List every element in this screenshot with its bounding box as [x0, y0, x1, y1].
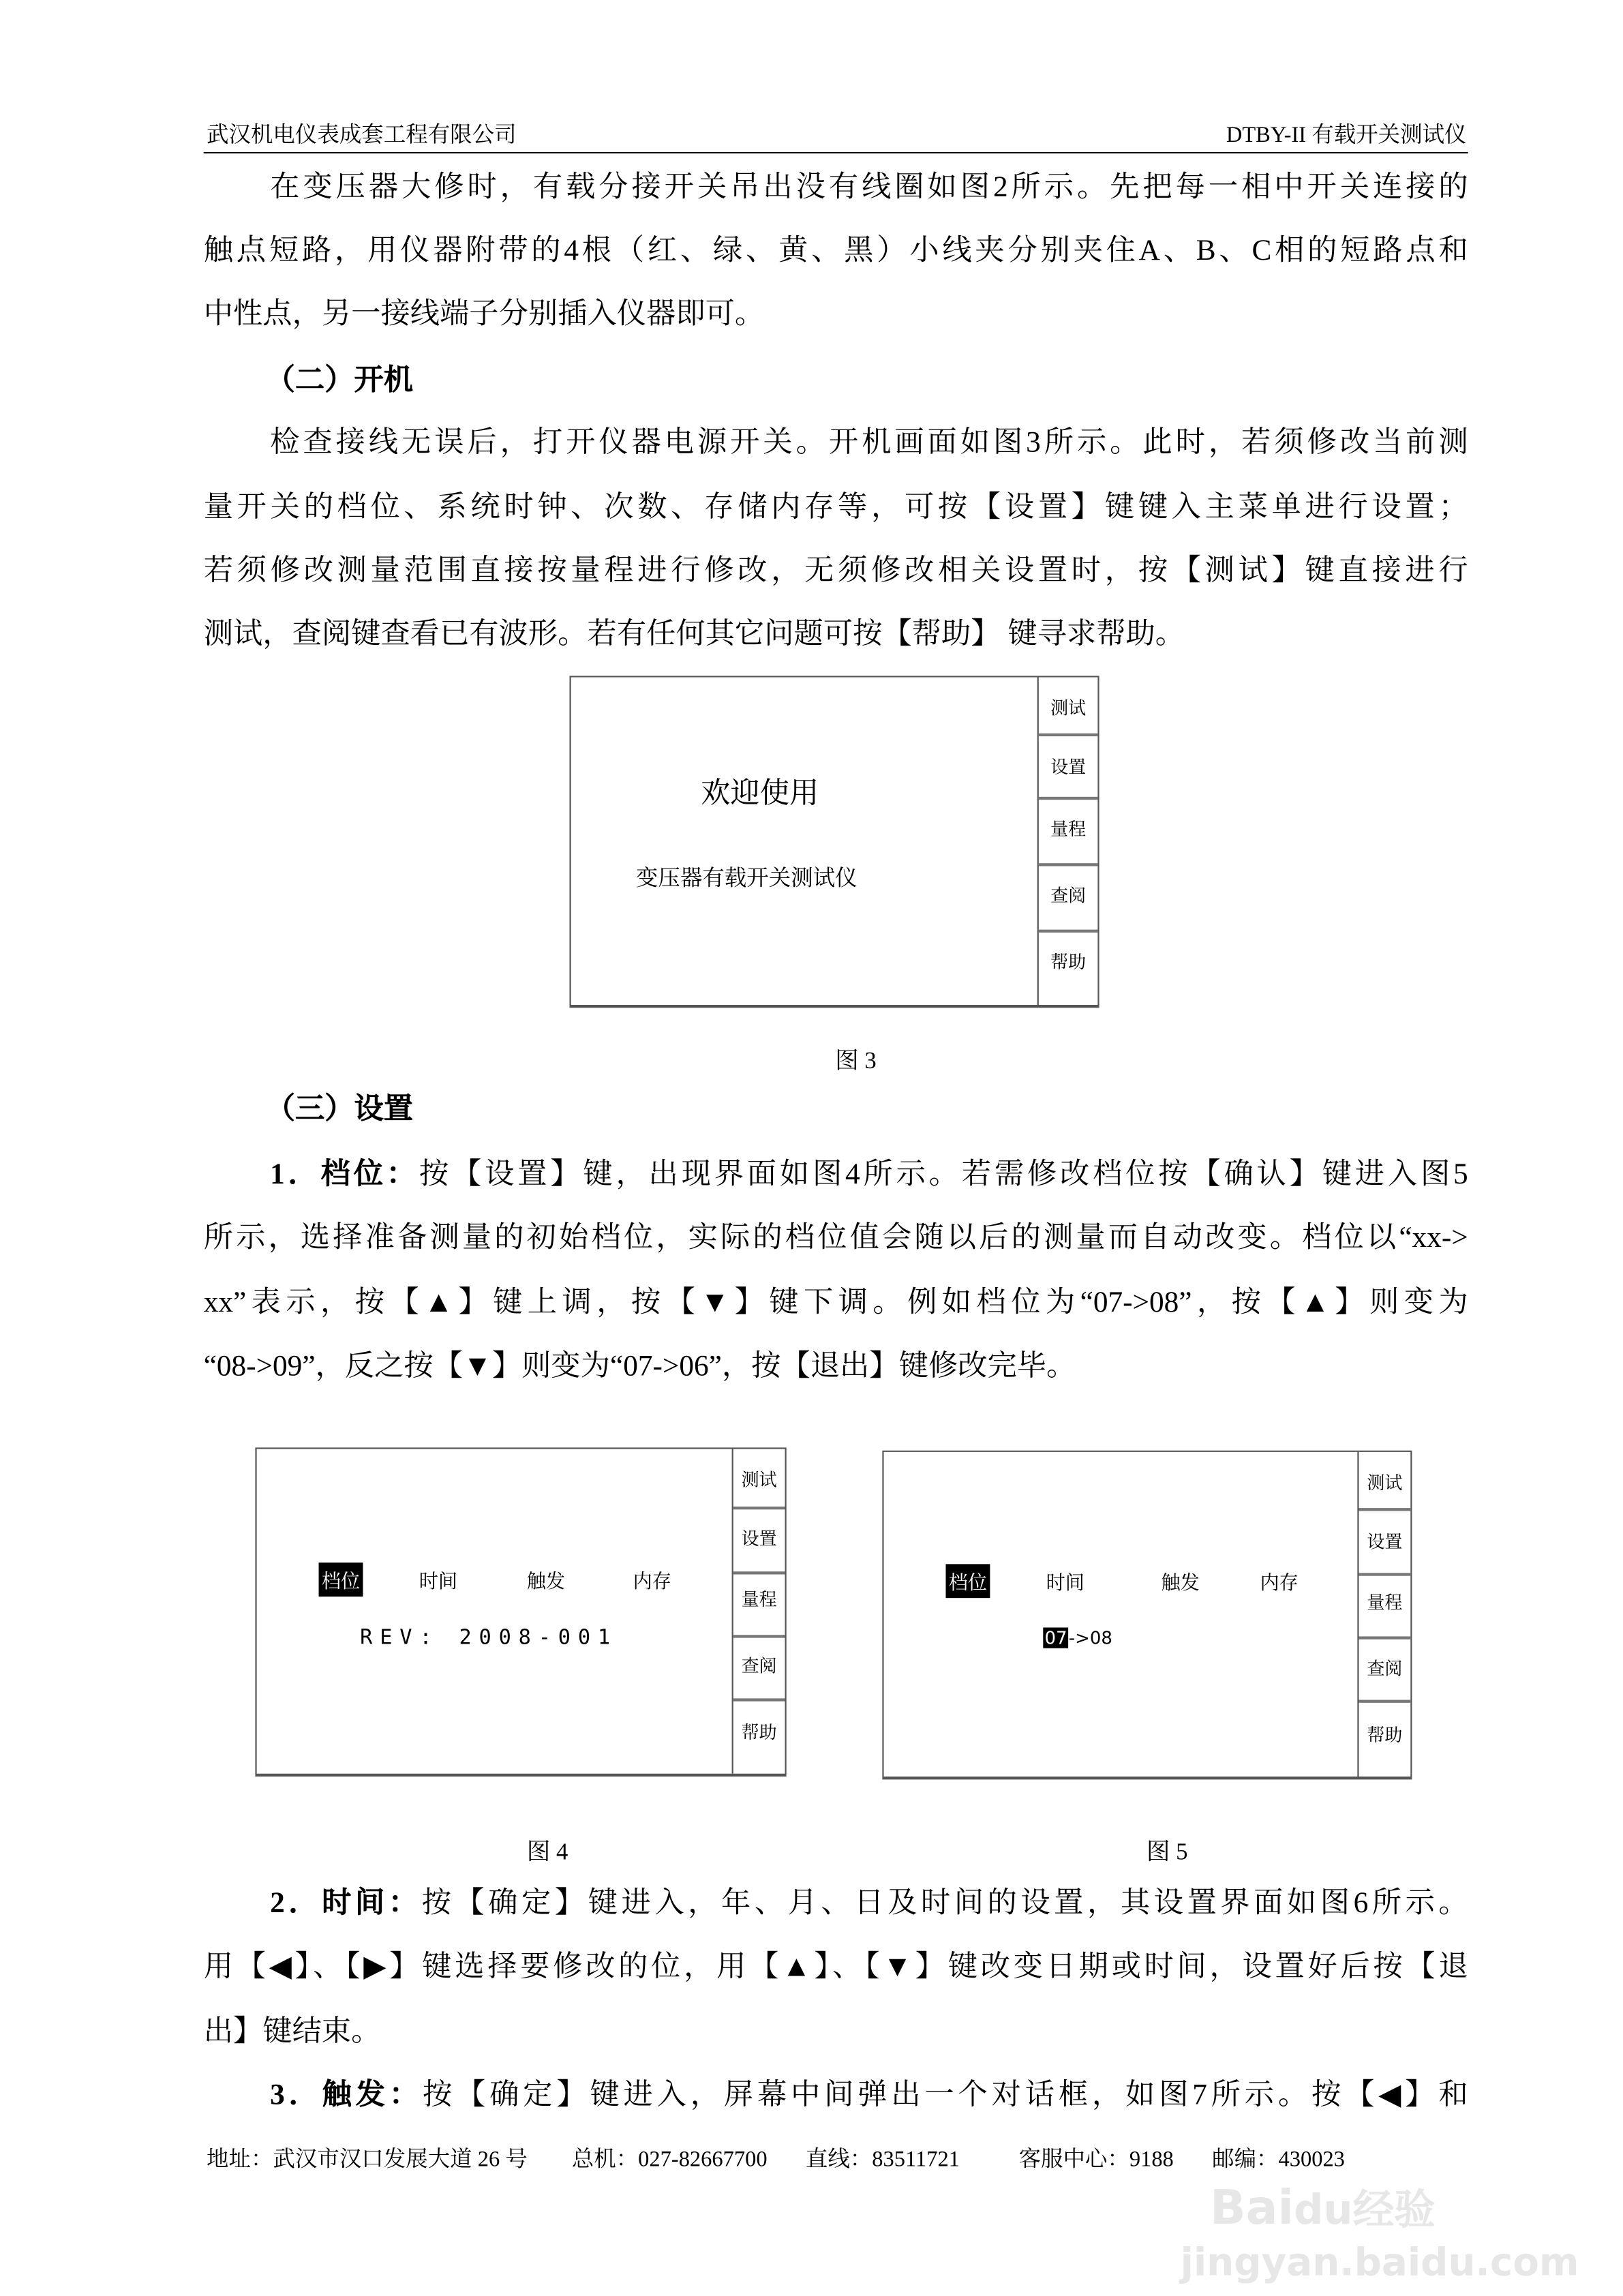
side-button-panel: [732, 1449, 785, 1774]
side-button-help: 帮助: [1367, 1725, 1403, 1746]
side-button-settings: 设置: [1050, 757, 1087, 778]
paragraph-line: 若须修改测量范围直接按量程进行修改，无须修改相关设置时，按【测试】键直接进行: [203, 554, 1468, 588]
paragraph-line: 触点短路，用仪器附带的4根（红、绿、黄、黑）小线夹分别夹住A、B、C相的短路点和: [203, 235, 1468, 267]
section-heading-settings: （三）设置: [265, 1093, 414, 1126]
menu-time: 时间: [1046, 1573, 1084, 1595]
menu-memory: 内存: [1260, 1573, 1299, 1595]
text: 按【确定】键进入，屏幕中间弹出一个对话框，如图7所示。按【◀】和: [422, 2079, 1468, 2112]
side-button-range: 量程: [741, 1589, 777, 1610]
divider: [1359, 1700, 1411, 1702]
footer-service: 客服中心：9188: [1018, 2148, 1174, 2173]
header-product: DTBY-II 有载开关测试仪: [1226, 123, 1467, 148]
side-button-panel: [1357, 1452, 1410, 1777]
figure-3-screen: [569, 676, 1099, 1008]
text: 按【设置】键，出现界面如图4所示。若需修改档位按【确认】键进入图5: [419, 1158, 1468, 1191]
side-button-range: 量程: [1367, 1592, 1403, 1613]
paragraph-line: 中性点，另一接线端子分别插入仪器即可。: [203, 298, 765, 331]
paragraph-line: [270, 1157, 1468, 1192]
gear-next: ->08: [1068, 1627, 1112, 1648]
figure-4-caption: 图 4: [526, 1840, 568, 1865]
figure-4-screen: [255, 1447, 786, 1777]
side-button-range: 量程: [1050, 819, 1087, 840]
paragraph-line: 测试，查阅键查看已有波形。若有任何其它问题可按【帮助】 键寻求帮助。: [203, 618, 1185, 651]
paragraph-line: 检查接线无误后，打开仪器电源开关。开机画面如图3所示。此时，若须修改当前测: [270, 426, 1468, 459]
side-button-settings: 设置: [1367, 1531, 1403, 1553]
gear-value: [1043, 1627, 1112, 1648]
divider: [1039, 734, 1098, 736]
side-button-review: 查阅: [1050, 885, 1087, 907]
divider: [1039, 930, 1098, 932]
footer-postcode: 邮编：430023: [1212, 2148, 1345, 2173]
item-label-time: 2．时间：: [270, 1887, 422, 1920]
side-button-help: 帮助: [741, 1721, 777, 1743]
side-button-review: 查阅: [741, 1655, 777, 1676]
watermark-url: jingyan.baidu.com: [1180, 2241, 1579, 2286]
side-button-help: 帮助: [1050, 952, 1087, 973]
paragraph-line: 在变压器大修时，有载分接开关吊出没有线圈如图2所示。先把每一相中开关连接的: [270, 171, 1468, 204]
footer-switchboard: 总机：027-82667700: [571, 2148, 768, 2173]
divider: [733, 1571, 785, 1573]
menu-memory: 内存: [633, 1571, 671, 1594]
figure-3-caption: 图 3: [835, 1048, 877, 1074]
side-button-settings: 设置: [741, 1528, 777, 1550]
menu-trigger: 触发: [526, 1571, 566, 1594]
menu-gear: 档位: [319, 1562, 363, 1597]
item-label-trigger: 3．触发：: [270, 2079, 423, 2112]
side-button-review: 查阅: [1367, 1658, 1403, 1680]
section-heading-startup: （二）开机: [265, 364, 414, 397]
menu-time: 时间: [419, 1571, 458, 1594]
side-button-test: 测试: [1050, 697, 1087, 719]
divider: [1359, 1508, 1411, 1510]
figure-5-caption: 图 5: [1146, 1840, 1188, 1865]
divider: [733, 1507, 785, 1509]
gear-current-highlight: 07: [1043, 1627, 1068, 1648]
instrument-title: 变压器有载开关测试仪: [635, 864, 858, 892]
header-company: 武汉机电仪表成套工程有限公司: [207, 123, 517, 148]
welcome-text: 欢迎使用: [701, 774, 819, 811]
menu-gear: 档位: [945, 1564, 990, 1598]
paragraph-line: “08->09”，反之按【▼】则变为“07->06”，按【退出】键修改完毕。: [203, 1350, 1076, 1383]
text: 按【确定】键进入，年、月、日及时间的设置，其设置界面如图6所示。: [421, 1887, 1468, 1920]
paragraph-line: 所示，选择准备测量的初始档位，实际的档位值会随以后的测量而自动改变。档位以“xx->: [203, 1222, 1468, 1254]
footer: [207, 2147, 1345, 2173]
divider: [1039, 863, 1098, 865]
paragraph-line: [270, 2078, 1468, 2113]
divider: [733, 1698, 785, 1700]
menu-trigger: 触发: [1161, 1573, 1200, 1595]
watermark-logo: Baidu经验: [1209, 2179, 1436, 2236]
paragraph-line: xx”表示，按【▲】键上调，按【▼】键下调。例如档位为“07->08”，按【▲】则变为: [203, 1286, 1468, 1320]
divider: [1039, 797, 1098, 799]
paragraph-line: 用【◀】、【▶】键选择要修改的位，用【▲】、【▼】键改变日期或时间，设置好后按【退: [203, 1950, 1468, 1984]
divider: [1359, 1573, 1411, 1575]
header-divider: [204, 152, 1468, 153]
side-button-test: 测试: [741, 1469, 777, 1491]
divider: [1359, 1636, 1411, 1638]
divider: [733, 1635, 785, 1637]
side-button-test: 测试: [1367, 1472, 1403, 1494]
footer-direct-line: 直线：83511721: [805, 2148, 960, 2173]
side-button-panel: [1037, 678, 1098, 1006]
footer-address: 地址：武汉市汉口发展大道 26 号: [207, 2148, 528, 2173]
figure-5-screen: [882, 1451, 1412, 1780]
firmware-revision: REV: 2008-001: [360, 1626, 618, 1650]
item-label-gear: 1．档位：: [270, 1158, 419, 1191]
paragraph-line: 出】键结束。: [203, 2015, 381, 2049]
paragraph-line: [270, 1886, 1468, 1921]
paragraph-line: 量开关的档位、系统时钟、次数、存储内存等，可按【设置】键键入主菜单进行设置；: [203, 491, 1468, 524]
